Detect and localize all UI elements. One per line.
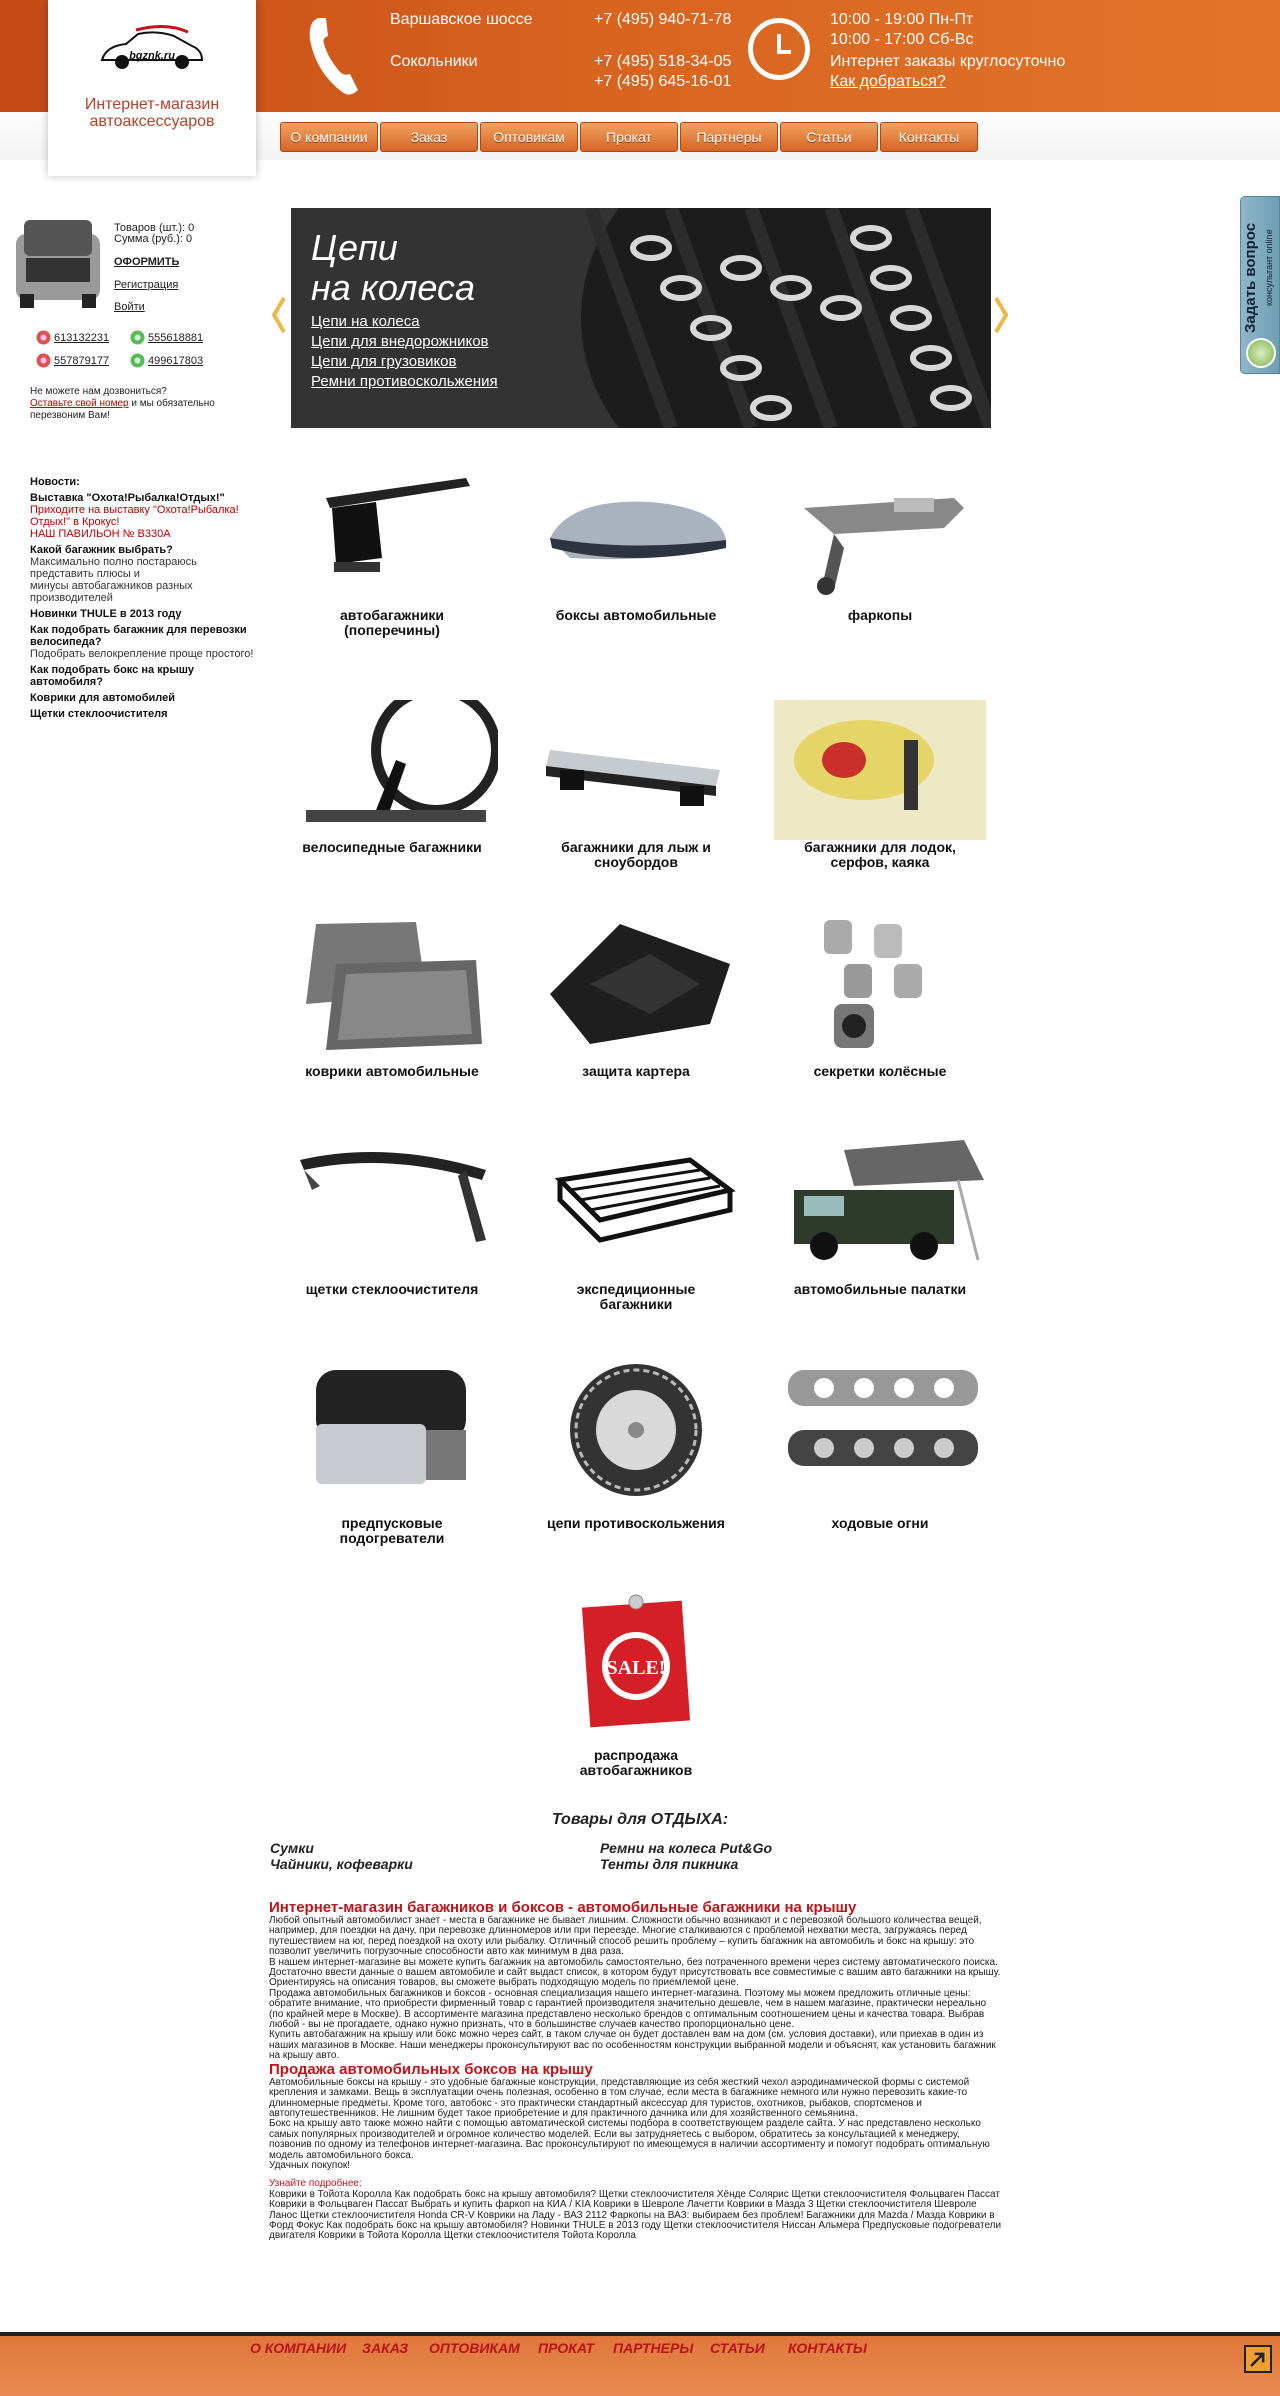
callback-link[interactable]: Оставьте свой номер [30,398,129,409]
callback-line: Не можете нам дозвониться? [30,386,167,397]
news-item-title[interactable]: Как подобрать бокс на крышу [30,664,195,676]
clock-icon [748,18,810,80]
location-2: Сокольники [390,53,478,70]
seo-paragraph: Купить автобагажник на крышу или бокс можно через сайт, в таком случае он будет доставлен вам на дом (см. условия доставки), или приехав в один из наших магазинов в Москве. Наши менеджеры проконсультируют вас по особенностям конструкции выбранной модели и объяснят, как установить багажник на крышу авто. [269,2029,996,2062]
category-bike-racks[interactable] [286,700,498,880]
seo-paragraph: Любой опытный автомобилист знает - места в багажнике не бывает лишним. Сложности обычно возникают и с перевозкой большого количества вещей, например, для поездки на дачу, при перевозке длинномеров или при переезде. Многие сталкиваются с проблемой нехватки места, загружаясь перед путешествием на юг, перед поездкой на охоту или рыбалку. Отличный способ решить проблему – купить багажник на автомобиль и бокс на крышу: это позволит увеличить погрузочные способности авто как минимум в два раза. [269,1915,982,1958]
slider-title [311,228,475,308]
nav-about[interactable]: О компании [280,122,378,152]
consultant-avatar-icon[interactable] [1246,338,1276,368]
crankcase-guard-image [530,914,742,1054]
icq-number[interactable]: 557879177 [54,355,110,367]
category-label-line: серфов, каяка [830,854,930,870]
bike-rack-image [286,700,498,840]
slider-next-icon[interactable] [994,294,1008,336]
hours-2: 10:00 - 17:00 Сб-Вс [830,31,974,48]
banner-slider[interactable] [291,208,991,428]
category-ski-racks[interactable] [530,700,742,880]
seo-tag-links[interactable]: Коврики в Тойота Королла Как подобрать бокс на крышу автомобиля? Щетки стеклоочистителя Хёнде Солярис Щетки стеклоочистителя Фольцваген Пассат Коврики в Фольцваген Пассат Выбрать и купить фаркоп на КИА / KIA Коврики в Шевроле Лачетти Коврики в Мазда 3 Щетки стеклоочистителя Шевроле Ланос Щетки стеклоочистителя Honda CR-V Коврики на Ладу - ВАЗ 2112 Фаркопы на ВАЗ: выбираем без проблем! Багажники для Mazda / Мазда Коврики в Форд Фокус Как подобрать бокс на крышу автомобиля? Новинки THULE в 2013 году Щетки стеклоочистителя Ниссан Альмера Предпусковые подогреватели двигателя Коврики в Тойота Королла Щетки стеклоочистителя Тойота Королла [269,2188,1002,2242]
news-block [30,476,260,724]
leisure-title: Товары для ОТДЫХА: [551,1811,729,1828]
category-label [774,608,986,623]
category-label-line: автобагажников [579,1762,693,1778]
news-item-desc: НАШ ПАВИЛЬОН № B330А [30,528,171,540]
footer-about[interactable]: О КОМПАНИИ [250,2340,347,2356]
cart-items: Товаров (шт.): 0 [114,222,195,234]
icq-flower-icon [36,330,51,345]
footer-order[interactable]: ЗАКАЗ [362,2340,409,2356]
callback-line: перезвоним Вам! [30,410,110,421]
category-label-line: экспедиционные [576,1281,696,1297]
category-label [530,840,742,870]
category-label [530,608,742,623]
footer-contacts[interactable]: КОНТАКТЫ [788,2340,867,2356]
roof-bars-image [286,468,498,608]
slider-link[interactable]: Цепи для внедорожников [311,333,489,350]
category-label-line: сноубордов [594,854,678,870]
seo-more-title: Узнайте подробнее: [269,2178,362,2190]
slider-prev-icon[interactable] [272,294,286,336]
news-item-desc: Отдых!" в Крокус! [30,516,120,528]
seo-paragraph: Автомобильные боксы на крышу - это удобные багажные конструкции, представляющие из себя жесткий чехол аэродинамической формы с системой крепления и замками. Вещь в эксплуатации очень полезная, особенно в том случае, если места в багажнике немного или нужно перевозить какие-то длинномерные предметы. Кроме того, автобокс - это практически стандартный аксессуар для туристов, охотников, рыбаков, спортсменов и автопутешественников. Не лишним будет такое приобретение и для практичного дачника или для хозяйственного семьянина. [269,2076,970,2119]
category-label [530,1516,742,1531]
category-wheel-locks[interactable] [774,914,986,1094]
directions-link[interactable]: Как добраться? [830,73,946,90]
category-boat-racks[interactable] [774,700,986,880]
category-label-line: секретки колёсные [813,1063,947,1079]
category-label-line: багажники для лодок, [804,839,956,855]
snow-chains-image [530,1360,742,1500]
category-label-line: фаркопы [847,607,913,623]
news-item-title[interactable]: автомобиля? [30,676,103,688]
checkout-link[interactable]: ОФОРМИТЬ [114,256,180,268]
tagline-line: Интернет-магазин [84,96,220,113]
category-label-line: багажники [599,1296,673,1312]
news-item-desc: минусы автобагажников разных [30,580,193,592]
category-car-tents[interactable] [774,1130,986,1310]
logo-box[interactable] [48,0,256,176]
category-label-line: защита картера [582,1063,690,1079]
category-label [530,1282,742,1312]
phone-1[interactable]: +7 (495) 940-71-78 [594,11,732,28]
category-snow-chains[interactable] [530,1360,742,1540]
category-label [530,1748,742,1778]
drl-image [774,1360,986,1500]
news-title: Новости: [30,476,80,488]
category-label [774,840,986,870]
category-label-line: автобагажники [339,607,445,623]
slider-link[interactable]: Цепи на колеса [311,313,420,330]
nav-wholesale[interactable]: Оптовикам [480,122,578,152]
preheater-image [286,1360,498,1500]
news-item-desc: Подобрать велокрепление проще простого! [30,648,254,660]
category-label [774,1064,986,1079]
news-item-title[interactable]: велосипеда? [30,636,102,648]
nav-contacts[interactable]: Контакты [880,122,978,152]
nav-order[interactable]: Заказ [380,122,478,152]
leisure-link[interactable]: Чайники, кофеварки [270,1856,413,1872]
category-wipers[interactable] [286,1130,498,1310]
icq-flower-icon [36,353,51,368]
logo-car-icon [96,22,208,78]
login-link[interactable]: Войти [114,301,145,313]
category-label-line: подогреватели [339,1530,445,1546]
icq-flower-icon [130,353,145,368]
leisure-link[interactable]: Тенты для пикника [600,1856,739,1872]
tagline-line: автоаксессуаров [89,113,215,130]
seo-text [269,1900,1003,2242]
arrow-up-icon[interactable] [1244,2345,1272,2373]
seo-heading: Интернет-магазин багажников и боксов - автомобильные багажники на крышу [269,1899,857,1916]
category-label [286,1282,498,1297]
register-link[interactable]: Регистрация [114,279,179,291]
nav-partners[interactable]: Партнеры [680,122,778,152]
category-label-line: распродажа [593,1747,679,1763]
category-label [286,608,498,638]
car-tent-image [774,1130,986,1270]
footer-partners[interactable]: ПАРТНЕРЫ [613,2340,694,2356]
category-label-line: боксы автомобильные [555,607,717,623]
consult-subtitle: консультант online [1264,229,1274,307]
news-item-title[interactable]: Какой багажник выбрать? [30,544,173,556]
seo-paragraph: Продажа автомобильных багажников и боксов - основная специализация нашего интернет-магазина. Поэтому мы можем предложить отличные цены: обратите внимание, что приобрести фирменный товар с гарантией производителя значительно дешевле, чем в нашем магазине, практически нереально (по крайней мере в Москве). В ассортименте магазина представлено несколько брендов с оптимальным соотношением цены и качества товара. Выбрав любой - вы не прогадаете, однако нужно признать, что в большинстве случаев качество пропорционально цене. [269,1987,987,2031]
icq-flower-icon [130,330,145,345]
phone-icon [306,14,362,98]
leisure-link[interactable]: Сумки [270,1840,314,1856]
category-label [286,840,498,855]
footer-rental[interactable]: ПРОКАТ [538,2340,595,2356]
towbar-image [774,468,986,608]
footer-wholesale[interactable]: ОПТОВИКАМ [429,2340,520,2356]
seo-heading: Продажа автомобильных боксов на крышу [269,2060,593,2078]
category-label-line: цепи противоскольжения [547,1515,725,1531]
icq-number[interactable]: 555618881 [148,332,204,344]
category-drl[interactable] [774,1360,986,1540]
category-roof-boxes[interactable] [530,468,742,648]
logo-text: bgznk.ru [129,50,175,62]
category-label [774,1516,986,1531]
news-item-title[interactable]: Выставка "Охота!Рыбалка!Отдых!" [30,492,225,504]
news-item-title[interactable]: Новинки THULE в 2013 году [30,608,182,620]
hours-3: Интернет заказы круглосуточно [830,53,1066,70]
category-label-line: (поперечины) [344,622,440,638]
cart-car-icon [12,214,104,310]
wheel-locks-image [774,914,986,1054]
category-label [286,1516,498,1546]
seo-paragraph: Удачных покупок! [269,2159,351,2171]
phone-2[interactable]: +7 (495) 518-34-05 [594,53,732,70]
category-sale[interactable] [530,1594,742,1784]
news-item-title[interactable]: Коврики для автомобилей [30,692,175,704]
category-label [530,1064,742,1079]
category-label-line: багажники для лыж и [561,839,711,855]
category-preheaters[interactable] [286,1360,498,1546]
location-1: Варшавское шоссе [390,11,533,28]
slider-title-line: Цепи [311,227,398,268]
news-item-desc: производителей [30,592,113,604]
tagline [48,96,256,130]
consult-title[interactable]: Задать вопрос [1242,222,1259,334]
news-item-desc: Приходите на выставку "Охота!Рыбалка! [30,504,239,516]
category-label-line: коврики автомобильные [305,1063,479,1079]
nav-rental[interactable]: Прокат [580,122,678,152]
footer-articles[interactable]: СТАТЬИ [710,2340,765,2356]
callback-text [30,386,215,422]
news-item-title[interactable]: Щетки стеклоочистителя [30,708,168,720]
icq-number[interactable]: 499617803 [148,355,204,367]
category-label [286,1064,498,1079]
boat-rack-image [774,700,986,840]
slider-link[interactable]: Ремни противоскольжения [311,373,498,390]
seo-paragraph: Бокс на крышу авто также можно найти с помощью автоматической системы подбора в соответствующем разделе сайта. У нас представлено несколько самых популярных производителей и огромное количество моделей. Если вы затрудняетесь с выбором, обратитесь за консультацией к менеджеру, позвонив по одному из телефонов интернет-магазина. Вас проконсультируют по имеющемуся в наличии ассортименту и помогут подобрать оптимальную модель автомобильного бокса. [269,2118,990,2161]
phone-3[interactable]: +7 (495) 645-16-01 [594,73,732,90]
slider-title-line: на колеса [311,267,476,308]
cart-sum: Сумма (руб.): 0 [114,233,193,245]
icq-number[interactable]: 613132231 [54,332,110,344]
category-label [774,1282,986,1297]
seo-paragraph: В нашем интернет-магазине вы можете купить багажник на автомобиль самостоятельно, без потраченного времени через систему автоматического поиска. Достаточно ввести данные о вашем автомобиле и сайт выдаст список, в котором будут присутствовать все совместимые с вашим авто багажники на крышу. Ориентируясь на описания товаров, вы сможете выбрать подходящую модель по приемлемой цене. [269,1956,1001,1989]
category-label-line: автомобильные палатки [793,1281,967,1297]
nav-articles[interactable]: Статьи [780,122,878,152]
wiper-image [286,1130,498,1270]
news-item-title[interactable]: Как подобрать багажник для перевозки [30,624,247,636]
category-expedition-racks[interactable] [530,1130,742,1310]
callback-line [30,398,215,410]
news-item-desc: представить плюсы и [30,568,140,580]
category-label-line: ходовые огни [831,1515,929,1531]
leisure-link[interactable]: Ремни на колеса Put&Go [600,1840,773,1856]
hours-1: 10:00 - 19:00 Пн-Пт [830,11,974,28]
category-label-line: щетки стеклоочистителя [305,1281,479,1297]
car-mats-image [286,914,498,1054]
sale-text: SALE! [606,1657,666,1679]
callback-line: и мы обязательно [128,398,215,409]
roof-box-image [530,468,742,608]
category-towbars[interactable] [774,468,986,648]
category-roof-bars[interactable] [286,468,498,648]
category-crankcase-guard[interactable] [530,914,742,1094]
expedition-rack-image [530,1130,742,1270]
news-item-desc: Максимально полно постараюсь [30,556,197,568]
category-label-line: велосипедные багажники [302,839,482,855]
category-car-mats[interactable] [286,914,498,1094]
slider-link[interactable]: Цепи для грузовиков [311,353,457,370]
category-label-line: предпусковые [341,1515,443,1531]
sale-sticker-image [530,1594,742,1734]
ski-rack-image [530,700,742,840]
